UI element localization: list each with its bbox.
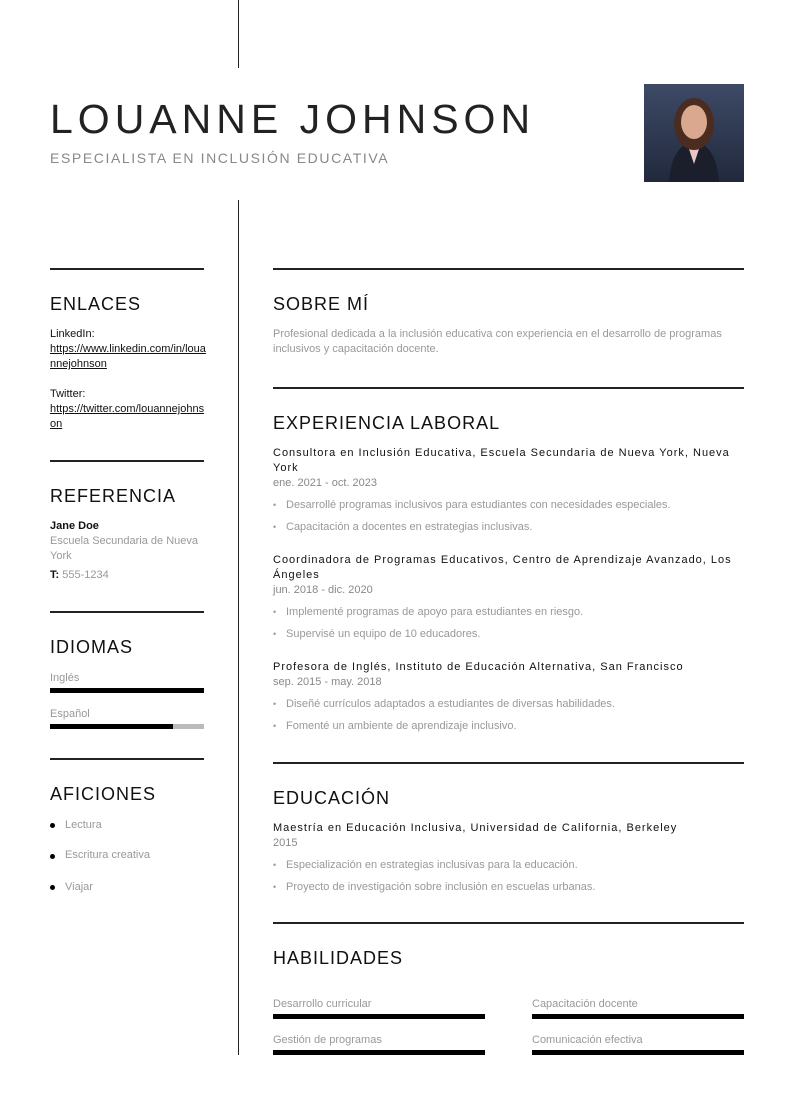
reference-phone: 555-1234 xyxy=(62,569,109,581)
about-text: Profesional dedicada a la inclusión educativa con experiencia en el desarrollo de programas inclusivos y capacitación docente. xyxy=(273,328,722,355)
job-bullet: • Fomenté un ambiente de aprendizaje inclusivo. xyxy=(273,719,744,734)
skill-name: Capacitación docente xyxy=(532,998,638,1010)
skill-name: Gestión de programas xyxy=(273,1034,382,1046)
column-divider xyxy=(238,200,239,1055)
linkedin-label: LinkedIn: xyxy=(50,328,95,340)
job-bullet: • Implementé programas de apoyo para estudiantes en riesgo. xyxy=(273,605,744,620)
links-heading: ENLACES xyxy=(50,294,142,314)
candidate-name: LOUANNE JOHNSON xyxy=(50,96,536,142)
linkedin-link[interactable]: https://www.linkedin.com/in/louannejohnson xyxy=(50,343,206,370)
divider xyxy=(273,762,744,764)
divider xyxy=(273,922,744,924)
education-entry xyxy=(273,821,744,895)
links-list xyxy=(50,327,206,432)
hobbies-heading: AFICIONES xyxy=(50,784,157,804)
skill-bar xyxy=(532,1050,744,1055)
job-dates: sep. 2015 - may. 2018 xyxy=(273,676,382,688)
candidate-title: ESPECIALISTA EN INCLUSIÓN EDUCATIVA xyxy=(50,150,390,166)
hobby-item: Viajar xyxy=(65,881,93,893)
job-dates: ene. 2021 - oct. 2023 xyxy=(273,477,377,489)
education-heading: EDUCACIÓN xyxy=(273,788,391,808)
reference-block xyxy=(50,519,200,583)
divider xyxy=(273,387,744,389)
profile-photo xyxy=(644,84,744,182)
degree-bullet: • Proyecto de investigación sobre inclusión en escuelas urbanas. xyxy=(273,880,744,895)
skill-name: Comunicación efectiva xyxy=(532,1034,643,1046)
job-bullet: • Diseñé currículos adaptados a estudiantes de diversas habilidades. xyxy=(273,697,744,712)
skills-heading: HABILIDADES xyxy=(273,948,404,968)
language-name: Español xyxy=(50,708,90,720)
degree-title: Maestría en Educación Inclusiva, Universidad de California, Berkeley xyxy=(273,822,678,834)
divider xyxy=(50,268,204,270)
bullet-icon xyxy=(50,885,55,890)
phone-label: T: xyxy=(50,569,60,581)
job-title: Profesora de Inglés, Instituto de Educación Alternativa, San Francisco xyxy=(273,661,684,673)
divider xyxy=(50,758,204,760)
reference-heading: REFERENCIA xyxy=(50,486,177,506)
bullet-icon xyxy=(50,854,55,859)
skill-bar xyxy=(273,1050,485,1055)
bullet-icon xyxy=(50,823,55,828)
job-title: Consultora en Inclusión Educativa, Escuela Secundaria de Nueva York, Nueva York xyxy=(273,447,730,474)
job-entry xyxy=(273,660,744,734)
job-bullet: • Capacitación a docentes en estrategias inclusivas. xyxy=(273,520,744,535)
job-bullet: • Supervisé un equipo de 10 educadores. xyxy=(273,627,744,642)
job-bullet: • Desarrollé programas inclusivos para estudiantes con necesidades especiales. xyxy=(273,498,744,513)
skill-bar xyxy=(273,1014,485,1019)
language-bar xyxy=(50,688,204,693)
top-divider xyxy=(238,0,239,68)
degree-dates: 2015 xyxy=(273,837,298,849)
job-entry xyxy=(273,553,744,642)
twitter-label: Twitter: xyxy=(50,388,86,400)
job-title: Coordinadora de Programas Educativos, Centro de Aprendizaje Avanzado, Los Ángeles xyxy=(273,554,732,581)
reference-name: Jane Doe xyxy=(50,520,99,532)
skill-bar xyxy=(532,1014,744,1019)
skill-name: Desarrollo curricular xyxy=(273,998,372,1010)
divider xyxy=(50,611,204,613)
hobby-item: Lectura xyxy=(65,819,102,831)
divider xyxy=(50,460,204,462)
twitter-link[interactable]: https://twitter.com/louannejohnson xyxy=(50,403,205,430)
hobby-item: Escritura creativa xyxy=(65,849,150,861)
degree-bullet: • Especialización en estrategias inclusivas para la educación. xyxy=(273,858,744,873)
languages-heading: IDIOMAS xyxy=(50,637,134,657)
language-bar xyxy=(50,724,173,729)
job-dates: jun. 2018 - dic. 2020 xyxy=(273,584,373,596)
experience-heading: EXPERIENCIA LABORAL xyxy=(273,413,501,433)
about-heading: SOBRE MÍ xyxy=(273,294,370,314)
divider xyxy=(273,268,744,270)
job-entry xyxy=(273,446,744,535)
reference-org: Escuela Secundaria de Nueva York xyxy=(50,535,198,562)
language-name: Inglés xyxy=(50,672,80,684)
